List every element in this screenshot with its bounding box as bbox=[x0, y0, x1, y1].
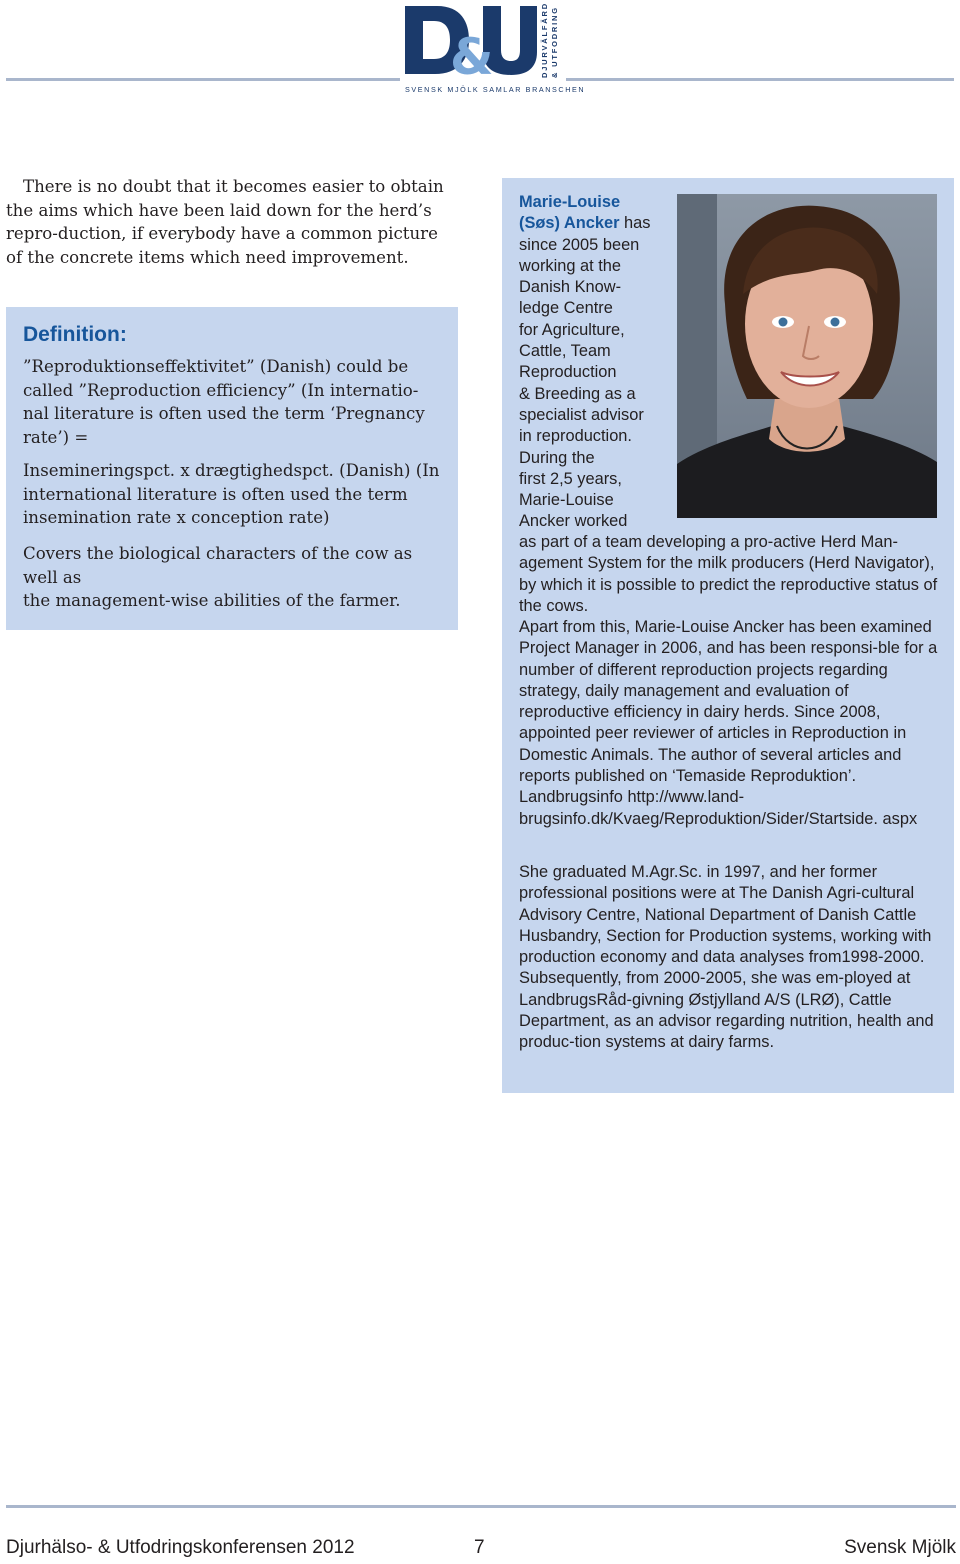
bio-intro-line-1 bbox=[519, 192, 941, 213]
bio-lead-5: for Agriculture, bbox=[519, 320, 625, 339]
bio-lead-7: Reproduction bbox=[519, 363, 617, 382]
bio-intro-line-2 bbox=[519, 213, 941, 234]
definition-title: Definition: bbox=[23, 323, 127, 346]
definition-box bbox=[6, 307, 458, 630]
logo-side-line2: & UTFODRING bbox=[550, 6, 559, 78]
definition-paragraph-3 bbox=[23, 542, 443, 613]
bio-paragraph-3: She graduated M.Agr.Sc. in 1997, and her former professional positions were at The Danish Agri-cultural Advisory Centre, National Department of Danish Cattle Husbandry, Section for Production systems, working with production economy and data analyses from1998-2000. Subsequently, from 2000-2005, she was em-ployed at LandbrugsRåd-givning Østjylland A/S (LRØ), Cattle Department, as an advisor regarding nutrition, health and produc-tion systems at dairy farms. bbox=[519, 863, 934, 1052]
footer-conference-title: Djurhälso- & Utfodringskonferensen 2012 bbox=[6, 1537, 355, 1558]
bio-lead-0: has bbox=[619, 214, 651, 233]
logo-tagline: SVENSK MJÖLK SAMLAR BRANSCHEN bbox=[405, 85, 586, 94]
bio-lead-2: working at the bbox=[519, 256, 622, 275]
bio-lead-4: ledge Centre bbox=[519, 299, 613, 318]
footer-publisher: Svensk Mjölk bbox=[844, 1537, 956, 1558]
du-logo bbox=[403, 2, 586, 96]
logo-side-text bbox=[540, 2, 560, 78]
bio-lead-6: Cattle, Team bbox=[519, 342, 611, 361]
bio-lead-13: Marie-Louise bbox=[519, 491, 614, 510]
bio-paragraph-1-rest: as part of a team developing a pro-active Herd Man-agement System for the milk producers (Herd Navigator), by which it is possible to predict the reproductive status of the cows. bbox=[519, 533, 938, 615]
definition-paragraph-1: ”Reproduktionseffektivitet” (Danish) could be called ”Reproduction efficiency” (In internatio-nal literature is often used the term ‘Pregnancy rate’) = bbox=[23, 357, 425, 447]
bio-lead-8: & Breeding as a bbox=[519, 384, 636, 403]
bio-intro bbox=[519, 192, 941, 533]
bio-paragraph-2: Apart from this, Marie-Louise Ancker has been examined Project Manager in 2006, and has been responsi-ble for a number of different reproduction projects regarding strategy, daily management and evaluation of reproductive efficiency in dairy herds. Since 2008, appointed peer reviewer of articles in Reproduction in Domestic Animals. The author of several articles and reports published on ‘Temaside Reproduktion’. Landbrugsinfo http://www.land-brugsinfo.dk/Kvaeg/Reproduktion/Sider/Startside. aspx bbox=[519, 618, 938, 828]
intro-paragraph: There is no doubt that it becomes easier to obtain the aims which have been laid down for the herd’s repro-duction, if everybody have a common picture of the concrete items which need improvement. bbox=[6, 177, 444, 267]
du-logo-mark bbox=[403, 4, 538, 76]
bio-lead-1: since 2005 been bbox=[519, 235, 640, 254]
bio-lead-14: Ancker worked bbox=[519, 512, 628, 531]
bio-name-line-1: Marie-Louise bbox=[519, 193, 621, 211]
bio-lead-12: first 2,5 years, bbox=[519, 469, 622, 488]
svg-text:&: & bbox=[450, 28, 494, 76]
bio-lead-9: specialist advisor bbox=[519, 405, 644, 424]
logo-side-line1: DJURVÄLFÄRD bbox=[540, 2, 549, 78]
footer-rule bbox=[6, 1505, 956, 1508]
header-rule-left bbox=[6, 78, 400, 81]
definition-paragraph-3-line-1: Covers the biological characters of the cow as well as bbox=[23, 544, 413, 587]
bio-lead-3: Danish Know- bbox=[519, 278, 622, 297]
definition-paragraph-2: Insemineringspct. x drægtighedspct. (Danish) (In international literature is often used the term insemination rate x conception rate) bbox=[23, 461, 440, 527]
bio-lead-10: in reproduction. bbox=[519, 427, 632, 446]
bio-lead-11: During the bbox=[519, 448, 595, 467]
bio-name-line-2: (Søs) Ancker bbox=[519, 214, 620, 233]
page-number: 7 bbox=[474, 1537, 485, 1558]
definition-paragraph-3-line-2: the management-wise abilities of the farmer. bbox=[23, 591, 401, 610]
header-rule-right bbox=[566, 78, 954, 81]
